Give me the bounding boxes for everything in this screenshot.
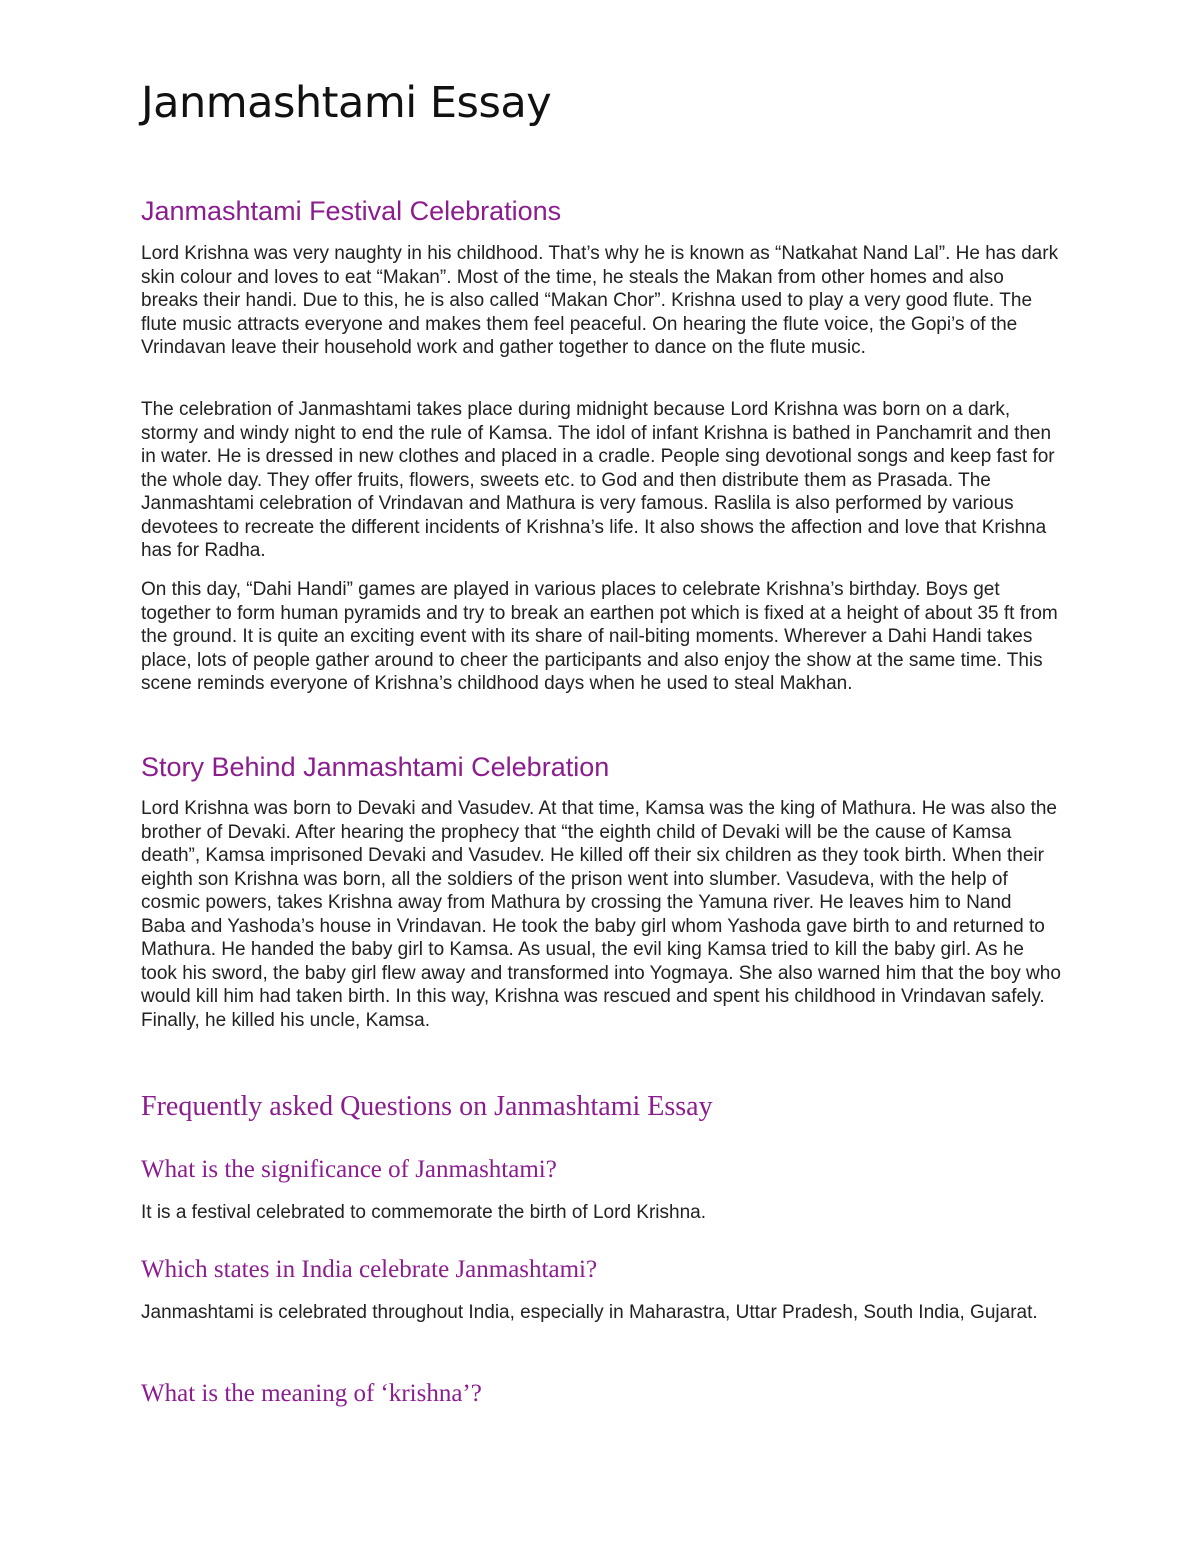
section-festival-paragraph-2	[141, 398, 1061, 563]
faq-answer: Janmashtami is celebrated throughout India, especially in Maharastra, Uttar Pradesh, South India, Gujarat.	[141, 1302, 1038, 1323]
faq-question: What is the significance of Janmashtami?	[141, 1156, 557, 1183]
faq-section	[141, 1090, 1061, 1124]
faq-question-2	[141, 1254, 1061, 1286]
section-story-paragraph-1	[141, 797, 1061, 1032]
faq-question: Which states in India celebrate Janmashtami?	[141, 1256, 598, 1283]
faq-question-1	[141, 1154, 1061, 1186]
section-festival-paragraph-1	[141, 242, 1061, 360]
section-festival-paragraph-3	[141, 578, 1061, 696]
faq-question: What is the meaning of ‘krishna’?	[141, 1380, 482, 1407]
paragraph: Lord Krishna was very naughty in his childhood. That’s why he is known as “Natkahat Nand Lal”. He has dark skin colour and loves to eat “Makan”. Most of the time, he steals the Makan from other homes and also breaks their handi. Due to this, he is also called “Makan Chor”. Krishna used to play a very good flute. The flute music attracts everyone and makes them feel peaceful. On hearing the flute voice, the Gopi’s of the Vrindavan leave their household work and gather together to dance on the flute music.	[141, 243, 1059, 358]
paragraph: Lord Krishna was born to Devaki and Vasudev. At that time, Kamsa was the king of Mathura. He was also the brother of Devaki. After hearing the prophecy that “the eighth child of Devaki will be the cause of Kamsa death”, Kamsa imprisoned Devaki and Vasudev. He killed off their six children as they took birth. When their eighth son Krishna was born, all the soldiers of the prison went into slumber. Vasudeva, with the help of cosmic powers, takes Krishna away from Mathura by crossing the Yamuna river. He leaves him to Nand Baba and Yashoda’s house in Vrindavan. He took the baby girl whom Yashoda gave birth to and returned to Mathura. He handed the baby girl to Kamsa. As usual, the evil king Kamsa tried to kill the baby girl. As he took his sword, the baby girl flew away and transformed into Yogmaya. She also warned him that the boy who would kill him had taken birth. In this way, Krishna was rescued and spent his childhood in Vrindavan safely. Finally, he killed his uncle, Kamsa.	[141, 798, 1061, 1031]
paragraph: The celebration of Janmashtami takes place during midnight because Lord Krishna was born on a dark, stormy and windy night to end the rule of Kamsa. The idol of infant Krishna is bathed in Panchamrit and then in water. He is dressed in new clothes and placed in a cradle. People sing devotional songs and keep fast for the whole day. They offer fruits, flowers, sweets etc. to God and then distribute them as Prasada. The Janmashtami celebration of Vrindavan and Mathura is very famous. Raslila is also performed by various devotees to recreate the different incidents of Krishna’s life. It also shows the affection and love that Krishna has for Radha.	[141, 399, 1055, 561]
section-festival-celebrations	[141, 194, 1061, 228]
faq-question-3	[141, 1378, 1061, 1410]
page-title: Janmashtami Essay	[141, 78, 552, 128]
section-heading: Janmashtami Festival Celebrations	[141, 196, 562, 226]
faq-answer: It is a festival celebrated to commemorate the birth of Lord Krishna.	[141, 1202, 706, 1223]
paragraph: On this day, “Dahi Handi” games are played in various places to celebrate Krishna’s birthday. Boys get together to form human pyramids and try to break an earthen pot which is fixed at a height of about 35 ft from the ground. It is quite an exciting event with its share of nail-biting moments. Wherever a Dahi Handi takes place, lots of people gather around to cheer the participants and also enjoy the show at the same time. This scene reminds everyone of Krishna’s childhood days when he used to steal Makhan.	[141, 579, 1058, 694]
faq-answer-1	[141, 1201, 1061, 1225]
section-story-behind	[141, 750, 1061, 784]
faq-answer-2	[141, 1301, 1061, 1325]
faq-heading: Frequently asked Questions on Janmashtami Essay	[141, 1091, 713, 1122]
section-heading: Story Behind Janmashtami Celebration	[141, 752, 610, 782]
